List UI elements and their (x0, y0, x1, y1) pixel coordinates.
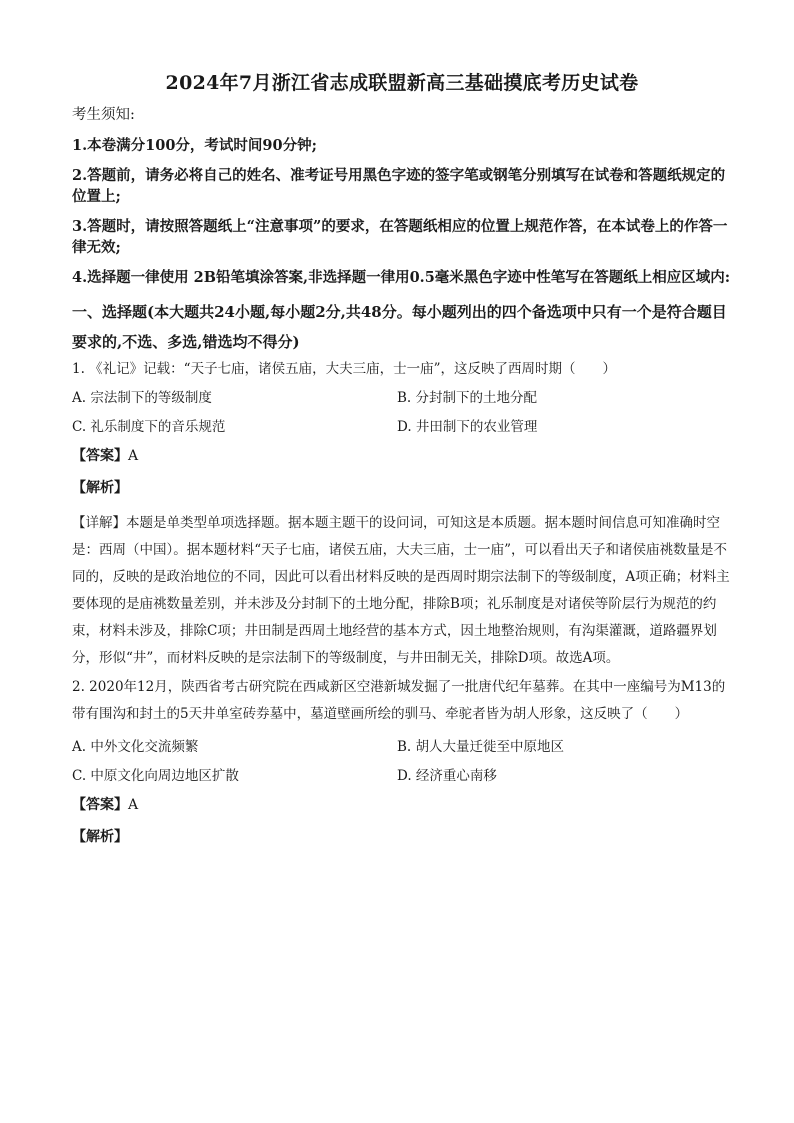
option-list (72, 388, 732, 437)
notice-item: 2.答题前，请务必将自己的姓名、准考证号用黑色字迹的签字笔或钢笔分别填写在试卷和答题纸规定的位置上; (72, 167, 726, 205)
option-d: D. 经济重心南移 (397, 768, 497, 784)
option-b: B. 分封制下的土地分配 (397, 390, 538, 406)
answer-value: A (128, 448, 139, 464)
notice-item: 4.选择题一律使用 2B铅笔填涂答案,非选择题一律用0.5毫米黑色字迹中性笔写在答题纸上相应区域内: (72, 269, 731, 286)
option-c: C. 礼乐制度下的音乐规范 (72, 419, 226, 435)
section-heading: 一、选择题(本大题共24小题,每小题2分,共48分。每小题列出的四个备选项中只有一个是符合题目要求的,不选、多选,错选均不得分) (72, 303, 727, 351)
option-list (72, 737, 732, 786)
option-d: D. 井田制下的农业管理 (397, 419, 538, 435)
question-stem: 1. 《礼记》记载：“天子七庙，诸侯五庙，大夫三庙，士一庙”，这反映了西周时期（ ） (72, 361, 616, 377)
exam-page (72, 68, 732, 859)
answer-line (72, 795, 732, 815)
notice-item: 1.本卷满分100分，考试时间90分钟; (72, 137, 317, 154)
option-c: C. 中原文化向周边地区扩散 (72, 768, 239, 784)
question-stem: 2. 2020年12月，陕西省考古研究院在西咸新区空港新城发掘了一批唐代纪年墓葬。在其中一座编号为M13的带有围沟和封土的5天井单室砖券墓中，墓道壁画所绘的驯马、牵驼者皆为胡人形象，这反映了（ ） (72, 679, 726, 722)
notice-item: 3.答题时，请按照答题纸上“注意事项”的要求，在答题纸相应的位置上规范作答，在本试卷上的作答一律无效; (72, 218, 728, 256)
answer-label: 【答案】 (72, 448, 128, 464)
answer-label: 【答案】 (72, 797, 128, 813)
exam-title: 2024年7月浙江省志成联盟新高三基础摸底考历史试卷 (165, 72, 639, 94)
option-a: A. 宗法制下的等级制度 (72, 390, 212, 406)
answer-line (72, 446, 732, 466)
analysis-detail: 【详解】本题是单类型单项选择题。据本题主题干的设问词，可知这是本质题。据本题时间信息可知准确时空是：西周（中国）。据本题材料“天子七庙，诸侯五庙，大夫三庙，士一庙”，可以看出天子和诸侯庙祧数量是不同的，反映的是政治地位的不同，因此可以看出材料反映的是西周时期宗法制下的等级制度，A项正确；材料主要体现的是庙祧数量差别，并未涉及分封制下的土地分配，排除B项；礼乐制度是对诸侯等阶层行为规范的约束，材料未涉及，排除C项；井田制是西周土地经营的基本方式，因土地整治规则，有沟渠灌溉，道路疆界划分，形似“井”，而材料反映的是宗法制下的等级制度，与井田制无关，排除D项。故选A项。 (72, 515, 730, 666)
option-b: B. 胡人大量迁徙至中原地区 (397, 739, 565, 755)
analysis-label: 【解析】 (72, 480, 128, 496)
analysis-label: 【解析】 (72, 829, 128, 845)
option-a: A. 中外文化交流频繁 (72, 739, 199, 755)
answer-value: A (128, 797, 139, 813)
notice-heading: 考生须知: (72, 107, 135, 123)
